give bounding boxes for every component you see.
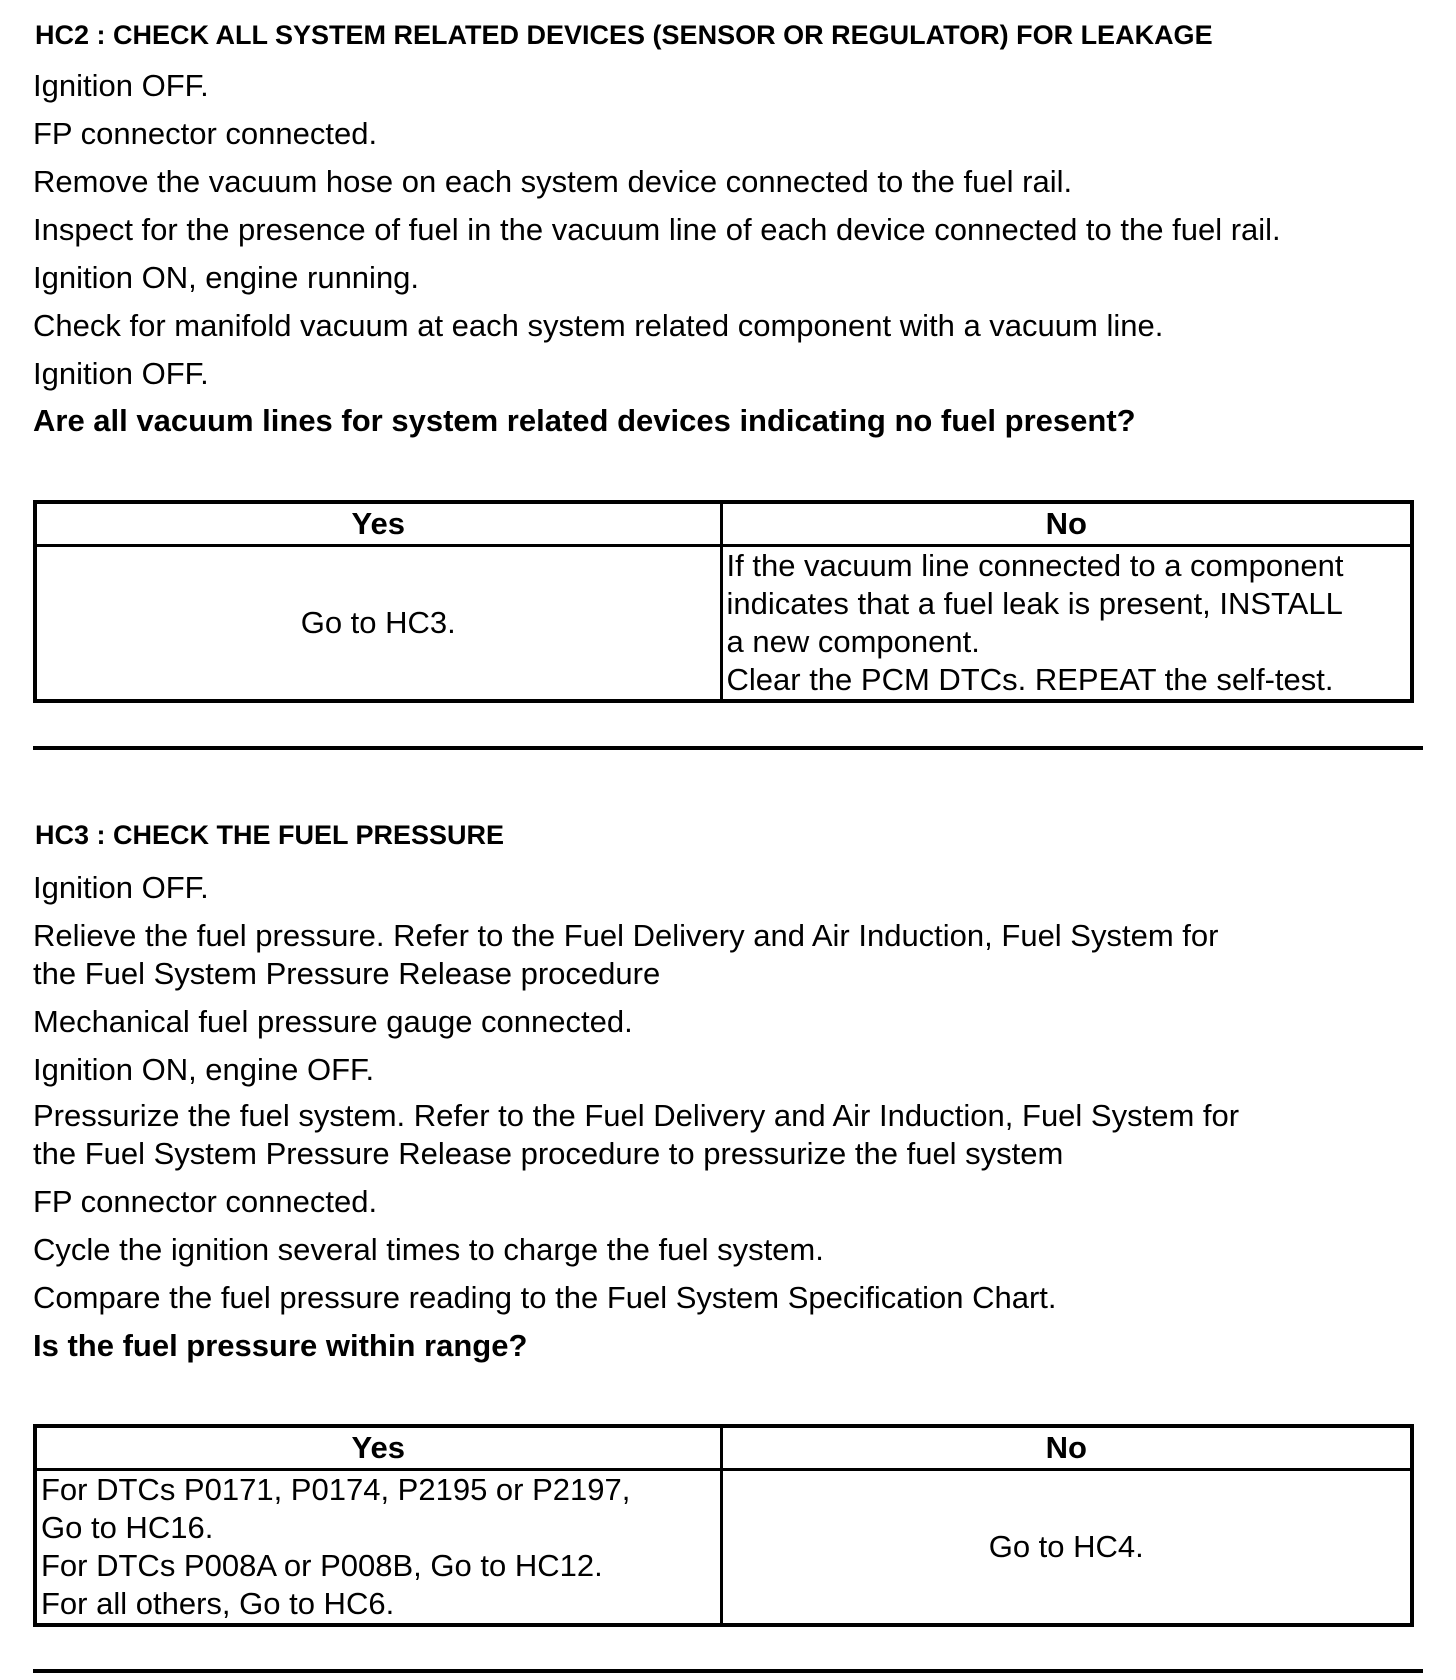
hc2-no-line: a new component. bbox=[726, 624, 980, 659]
hc2-title: HC2 : CHECK ALL SYSTEM RELATED DEVICES (SENSOR OR REGULATOR) FOR LEAKAGE bbox=[35, 20, 1213, 50]
hc3-yes-header: Yes bbox=[35, 1426, 721, 1470]
hc3-step: the Fuel System Pressure Release procedure to pressurize the fuel system bbox=[33, 1136, 1064, 1171]
hc2-no-line: Clear the PCM DTCs. REPEAT the self-test. bbox=[726, 662, 1334, 697]
section-divider bbox=[33, 746, 1423, 750]
hc2-result-table bbox=[33, 500, 1414, 703]
hc2-step: Ignition OFF. bbox=[33, 356, 209, 391]
hc3-step: Compare the fuel pressure reading to the Fuel System Specification Chart. bbox=[33, 1280, 1057, 1315]
hc2-no-line: If the vacuum line connected to a component bbox=[726, 548, 1344, 583]
hc2-step: Ignition OFF. bbox=[33, 68, 209, 103]
hc3-no-cell bbox=[721, 1470, 1412, 1626]
hc2-yes-cell bbox=[35, 546, 721, 702]
hc3-step: the Fuel System Pressure Release procedure bbox=[33, 956, 661, 991]
hc2-step: Ignition ON, engine running. bbox=[33, 260, 420, 295]
hc3-no-text: Go to HC4. bbox=[988, 1529, 1144, 1564]
hc3-step: Ignition OFF. bbox=[33, 870, 209, 905]
hc3-step: Mechanical fuel pressure gauge connected. bbox=[33, 1004, 633, 1039]
hc3-question: Is the fuel pressure within range? bbox=[33, 1328, 528, 1363]
hc3-result-table bbox=[33, 1424, 1414, 1627]
hc2-step: FP connector connected. bbox=[33, 116, 378, 151]
hc2-no-line: indicates that a fuel leak is present, INSTALL bbox=[726, 586, 1343, 621]
hc3-step: Pressurize the fuel system. Refer to the Fuel Delivery and Air Induction, Fuel System for bbox=[33, 1098, 1240, 1133]
hc3-yes-cell bbox=[35, 1470, 721, 1626]
hc3-yes-line: For all others, Go to HC6. bbox=[41, 1586, 395, 1621]
section-divider bbox=[33, 1669, 1423, 1673]
hc3-yes-line: For DTCs P0171, P0174, P2195 or P2197, bbox=[41, 1472, 631, 1507]
hc3-no-header: No bbox=[721, 1426, 1412, 1470]
hc2-step: Check for manifold vacuum at each system related component with a vacuum line. bbox=[33, 308, 1164, 343]
hc3-step: FP connector connected. bbox=[33, 1184, 378, 1219]
hc2-question: Are all vacuum lines for system related devices indicating no fuel present? bbox=[33, 403, 1136, 438]
hc2-yes-header: Yes bbox=[35, 502, 721, 546]
hc3-step: Relieve the fuel pressure. Refer to the Fuel Delivery and Air Induction, Fuel System for bbox=[33, 918, 1219, 953]
hc2-no-cell bbox=[721, 546, 1412, 702]
hc3-step: Cycle the ignition several times to charge the fuel system. bbox=[33, 1232, 824, 1267]
hc3-title: HC3 : CHECK THE FUEL PRESSURE bbox=[35, 820, 505, 850]
hc3-yes-line: For DTCs P008A or P008B, Go to HC12. bbox=[41, 1548, 603, 1583]
hc2-step: Inspect for the presence of fuel in the vacuum line of each device connected to the fuel rail. bbox=[33, 212, 1281, 247]
hc2-no-header: No bbox=[721, 502, 1412, 546]
hc3-yes-line: Go to HC16. bbox=[41, 1510, 214, 1545]
hc3-step: Ignition ON, engine OFF. bbox=[33, 1052, 375, 1087]
hc2-step: Remove the vacuum hose on each system device connected to the fuel rail. bbox=[33, 164, 1073, 199]
hc2-yes-text: Go to HC3. bbox=[300, 605, 456, 640]
